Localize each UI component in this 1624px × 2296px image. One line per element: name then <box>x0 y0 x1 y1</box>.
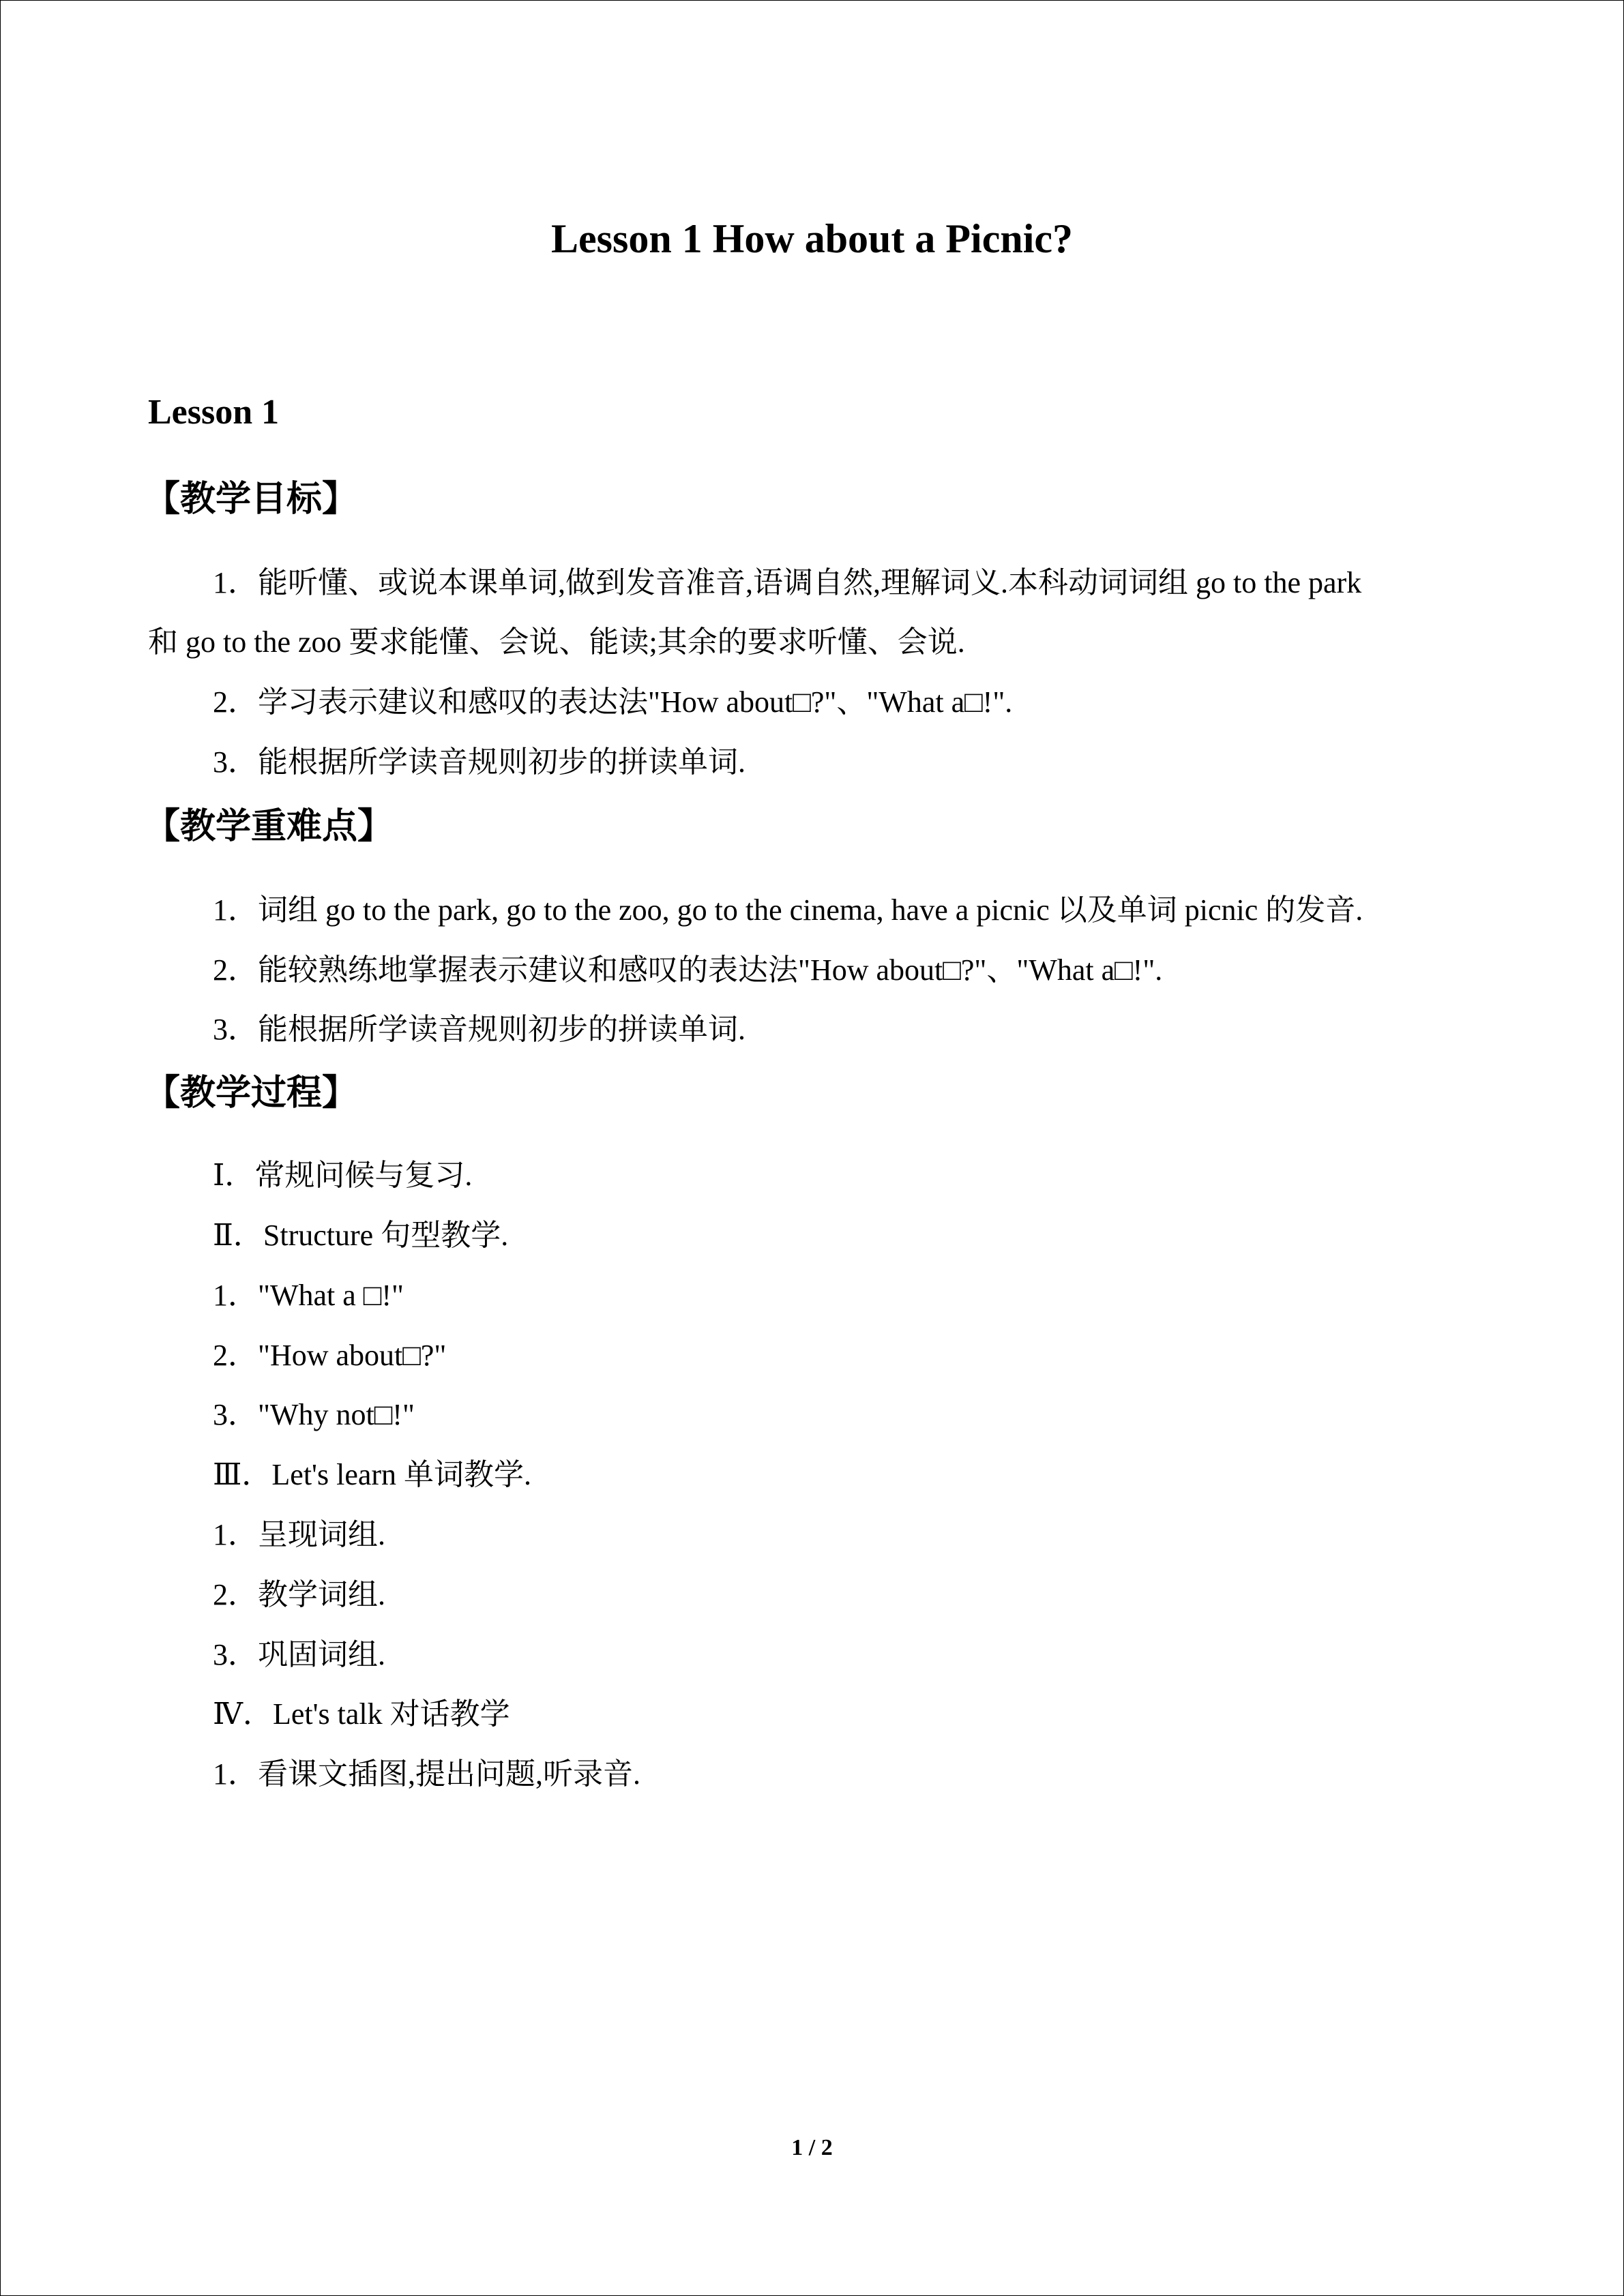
process-item-11: 1．看课文插图,提出问题,听录音. <box>213 1757 640 1791</box>
document-title: Lesson 1 How about a Picnic? <box>550 216 1074 261</box>
process-item-8: 2．教学词组. <box>213 1578 385 1611</box>
process-item-10: Ⅳ．Let's talk 对话教学 <box>213 1697 510 1731</box>
process-item-1: Ⅰ．常规问候与复习. <box>213 1159 473 1192</box>
process-heading: 【教学过程】 <box>145 1073 358 1114</box>
process-item-5: 3．"Why not□!" <box>213 1398 415 1431</box>
objectives-item-1-cont: 和 go to the zoo 要求能懂、会说、能读;其余的要求听懂、会说. <box>148 625 965 659</box>
key-points-heading: 【教学重难点】 <box>145 806 394 847</box>
page-number: 1 / 2 <box>791 2135 833 2160</box>
objectives-item-1: 1．能听懂、或说本课单词,做到发音准音,语调自然,理解词义.本科动词词组 go to the park <box>213 566 1362 599</box>
objectives-item-3: 3．能根据所学读音规则初步的拼读单词. <box>213 745 745 779</box>
objectives-heading: 【教学目标】 <box>145 479 358 520</box>
process-item-4: 2．"How about□?" <box>213 1339 447 1372</box>
key-points-item-2: 2．能较熟练地掌握表示建议和感叹的表达法"How about□?"、"What a□!". <box>213 953 1163 987</box>
lesson-label: Lesson 1 <box>148 393 280 432</box>
process-item-2: Ⅱ．Structure 句型教学. <box>213 1219 509 1252</box>
process-item-3: 1．"What a □!" <box>213 1279 404 1312</box>
objectives-item-2: 2．学习表示建议和感叹的表达法"How about□?"、"What a□!". <box>213 685 1013 719</box>
key-points-item-1: 1．词组 go to the park, go to the zoo, go to the cinema, have a picnic 以及单词 picnic 的发音. <box>213 893 1363 927</box>
process-item-6: Ⅲ．Let's learn 单词教学. <box>213 1458 532 1491</box>
key-points-item-3: 3．能根据所学读音规则初步的拼读单词. <box>213 1013 745 1046</box>
process-item-9: 3．巩固词组. <box>213 1638 385 1671</box>
process-item-7: 1．呈现词组. <box>213 1518 385 1551</box>
